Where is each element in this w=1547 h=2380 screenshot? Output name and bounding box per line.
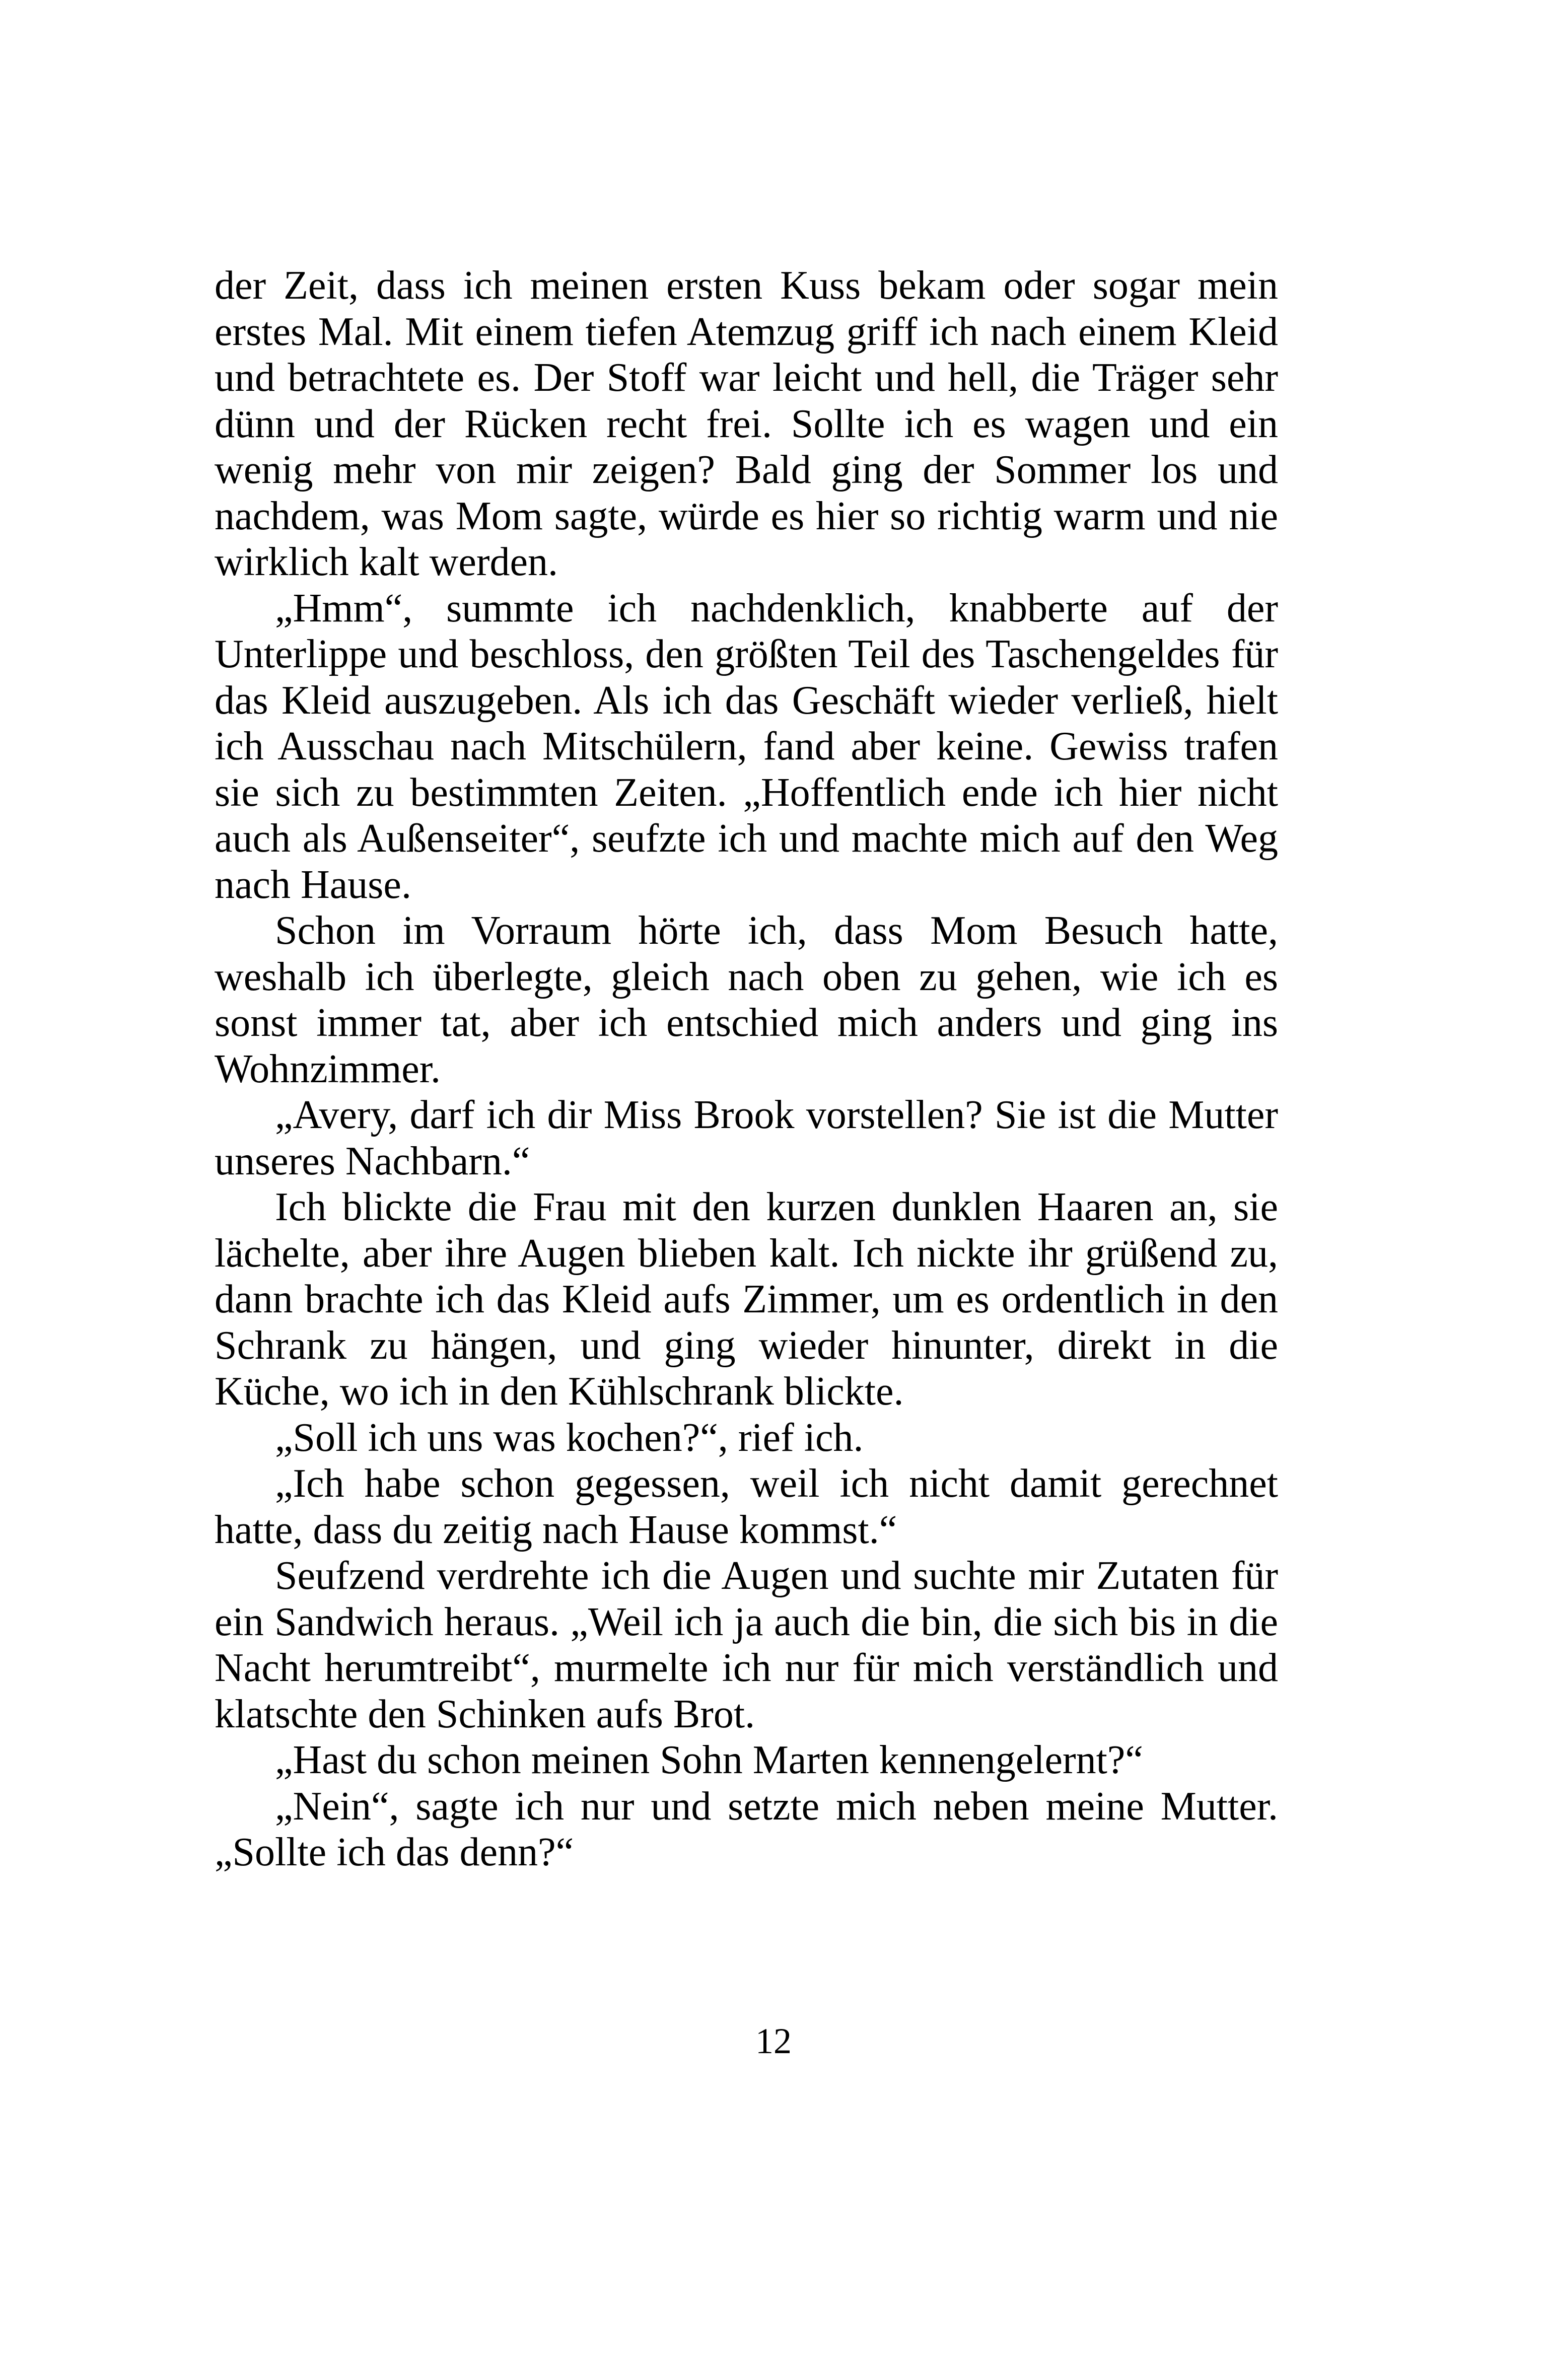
paragraph: „Ich habe schon gegessen, weil ich nicht damit gerechnet hatte, dass du zeitig nach Hause kommst.“ — [215, 1461, 1278, 1552]
paragraph: „Avery, darf ich dir Miss Brook vorstellen? Sie ist die Mutter unseres Nachbarn.“ — [215, 1093, 1278, 1183]
paragraph: „Nein“, sagte ich nur und setzte mich neben meine Mutter. „Sollte ich das denn?“ — [215, 1784, 1278, 1874]
paragraph: Ich blickte die Frau mit den kurzen dunklen Haaren an, sie lächelte, aber ihre Augen blieben kalt. Ich nickte ihr grüßend zu, dann brachte ich das Kleid aufs Zimmer, um es ordentlich in den Schrank zu hängen, und ging wieder hinunter, direkt in die Küche, wo ich in den Kühlschrank blickte. — [215, 1185, 1278, 1414]
paragraph: „Hmm“, summte ich nachdenklich, knabberte auf der Unterlippe und beschloss, den größten Teil des Taschengeldes für das Kleid auszugeben. Als ich das Geschäft wieder verließ, hielt ich Ausschau nach Mitschülern, fand aber keine. Gewiss trafen sie sich zu bestimmten Zeiten. „Hoffentlich ende ich hier nicht auch als Außenseiter“, seufzte ich und machte mich auf den Weg nach Hause. — [215, 586, 1278, 907]
paragraph: Seufzend verdrehte ich die Augen und suchte mir Zutaten für ein Sandwich heraus. „Weil ich ja auch die bin, die sich bis in die Nacht herumtreibt“, murmelte ich nur für mich verständlich und klatschte den Schinken aufs Brot. — [215, 1554, 1278, 1736]
page-number: 12 — [755, 2021, 792, 2061]
body-text — [215, 263, 1278, 1876]
paragraph: „Soll ich uns was kochen?“, rief ich. — [275, 1415, 864, 1460]
paragraph: der Zeit, dass ich meinen ersten Kuss bekam oder sogar mein erstes Mal. Mit einem tiefen Atemzug griff ich nach einem Kleid und betrachtete es. Der Stoff war leicht und hell, die Träger sehr dünn und der Rücken recht frei. Sollte ich es wagen und ein wenig mehr von mir zeigen? Bald ging der Sommer los und nachdem, was Mom sagte, würde es hier so richtig warm und nie wirklich kalt werden. — [215, 263, 1278, 584]
paragraph: „Hast du schon meinen Sohn Marten kennengelernt?“ — [275, 1738, 1143, 1782]
paragraph: Schon im Vorraum hörte ich, dass Mom Besuch hatte, weshalb ich überlegte, gleich nach oben zu gehen, wie ich es sonst immer tat, aber ich entschied mich anders und ging ins Wohnzimmer. — [215, 908, 1278, 1091]
